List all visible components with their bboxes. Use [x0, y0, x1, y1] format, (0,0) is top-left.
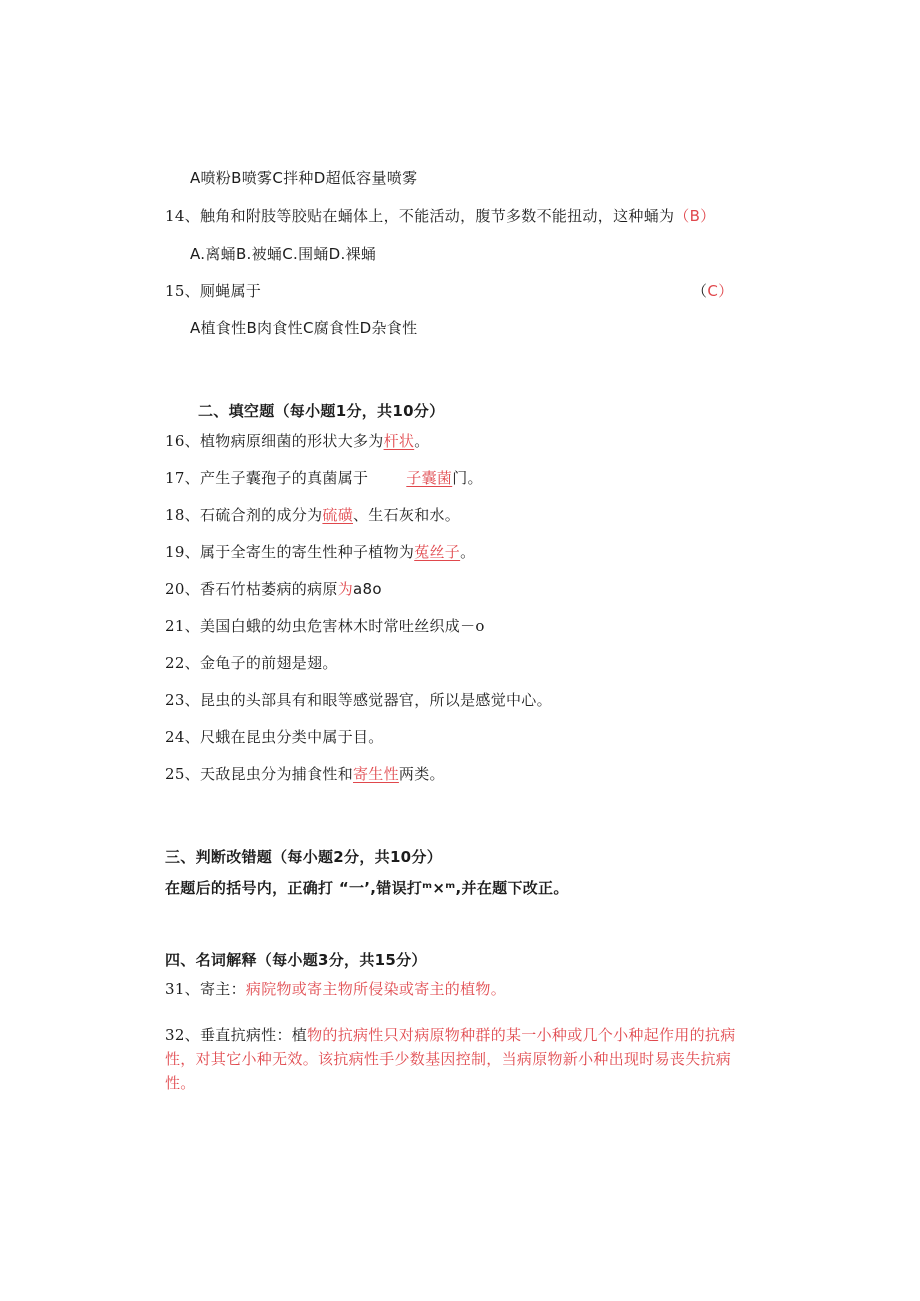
question-21: 21、美国白蛾的幼虫危害林木时常吐丝织成－o [165, 617, 485, 635]
question-32-line-1 [165, 1025, 736, 1045]
question-tail: a8o [353, 580, 382, 598]
answer-text: 硫磺 [322, 506, 353, 524]
question-14 [165, 206, 716, 226]
question-15 [165, 281, 261, 301]
question-tail: 。 [460, 543, 476, 561]
question-tail: 两类。 [398, 765, 445, 783]
question-18 [165, 505, 460, 525]
term-definition: 物的抗病性只对病原物种群的某一小种或几个小种起作用的抗病 [307, 1026, 736, 1044]
question-32-line-2: 性，对其它小种无效。该抗病性手少数基因控制，当病原物新小种出现时易丧失抗病 [165, 1050, 732, 1068]
answer-text: 子囊菌 [406, 469, 453, 487]
question-stem: 25、天敌昆虫分为捕食性和 [165, 765, 353, 783]
section-3-instruction: 在题后的括号内，正确打 “一’,错误打ᵐ×ᵐ,并在题下改正。 [165, 879, 569, 897]
answer-text: 杆状 [383, 432, 415, 450]
section-3-heading: 三、判断改错题（每小题2分，共10分） [165, 848, 443, 866]
question-22: 22、金龟子的前翅是翅。 [165, 654, 338, 672]
question-16 [165, 431, 430, 451]
question-stem: 20、香石竹枯萎病的病原 [165, 580, 338, 598]
question-19 [165, 542, 475, 562]
question-tail: 、生石灰和水。 [353, 506, 461, 524]
q15-options: A植食性B肉食性C腐食性D杂食性 [190, 319, 418, 337]
q13-options: A喷粉B喷雾C拌种D超低容量喷雾 [190, 169, 418, 187]
question-17 [165, 468, 483, 488]
question-23: 23、昆虫的头部具有和眼等感觉器官，所以是感觉中心。 [165, 691, 552, 709]
question-24: 24、尺蛾在昆虫分类中属于目。 [165, 728, 384, 746]
question-20 [165, 579, 382, 599]
question-stem: 16、植物病原细菌的形状大多为 [165, 432, 384, 450]
question-stem: 19、属于全寄生的寄生性种子植物为 [165, 543, 415, 561]
question-tail: 门。 [452, 469, 483, 487]
question-14-stem: 14、触角和附肢等胶贴在蛹体上，不能活动，腹节多数不能扭动，这种蛹为 [165, 207, 675, 225]
term-label: 31、寄主： [165, 980, 246, 998]
q14-options: A.离蛹B.被蛹C.围蛹D.裸蛹 [190, 245, 377, 263]
question-31 [165, 979, 506, 999]
question-14-answer: （B） [674, 207, 716, 225]
question-stem: 17、产生子囊孢子的真菌属于 [165, 469, 369, 487]
question-stem: 18、石硫合剂的成分为 [165, 506, 323, 524]
question-32-line-3: 性。 [165, 1074, 196, 1092]
question-tail: 。 [414, 432, 430, 450]
question-15-bracket: （ [692, 282, 708, 300]
answer-text: 为 [337, 580, 354, 598]
question-15-stem: 15、厕蝇属于 [165, 282, 262, 300]
term-label: 32、垂直抗病性：植 [165, 1026, 308, 1044]
answer-text: 菟丝子 [414, 543, 461, 561]
question-15-answer: C） [707, 282, 734, 300]
section-4-heading: 四、名词解释（每小题3分，共15分） [165, 951, 427, 969]
question-25 [165, 764, 445, 784]
term-definition: 病院物或寄主物所侵染或寄主的植物。 [245, 980, 506, 998]
question-15-answer-box [692, 281, 733, 301]
section-2-heading: 二、填空题（每小题1分，共10分） [198, 402, 445, 420]
answer-text: 寄生性 [353, 765, 399, 783]
